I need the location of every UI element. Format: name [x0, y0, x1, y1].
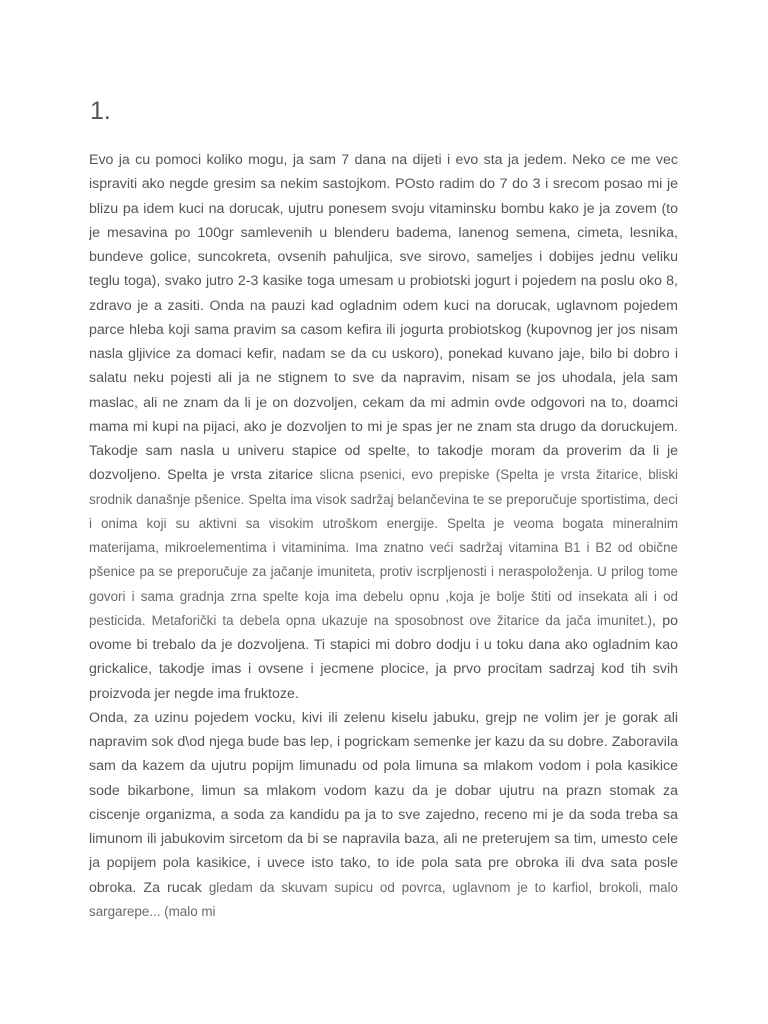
paragraph-1-quote: slicna psenici, evo prepiske (Spelta je vrsta žitarice, bliski srodnik današnje pšenice. Spelta ima visok sadržaj belančevina te se preporučuje sportistima, deci i onima koji su aktivni sa visokim utroškom energije. Spelta je veoma bogata mineralnim materijama, mikroelementima i vitaminima. Ima znatno veći sadržaj vitamina B1 i B2 od obične pšenice pa se preporučuje za jačanje imuniteta, protiv iscrpljenosti i neraspoloženja. U prilog tome govori i sama gradnja zrna spelte koja ima debelu opnu ,koja je bolje štiti od insekata ali i od pesticida. Metaforički ta debela opna ukazuje na sposobnost ove žitarice da jača imunitet.) — [89, 467, 678, 628]
document-body — [89, 148, 678, 1018]
page-heading: 1. — [90, 97, 111, 125]
paragraph-1-text-a: Evo ja cu pomoci koliko mogu, ja sam 7 dana na dijeti i evo sta ja jedem. Neko ce me vec ispraviti ako negde gresim sa nekim sastojkom. POsto radim do 7 do 3 i srecom posao mi je blizu pa idem kuci na dorucak, ujutru ponesem svoju vitaminsku bombu kako je ja zovem (to je mesavina po 100gr samlevenih u blenderu badema, lanenog semena, cimeta, lesnika, bundeve golice, suncokreta, ovsenih pahuljica, sve sirovo, sameljes i dobijes jednu veliku teglu toga), svako jutro 2-3 kasike toga umesam u probiotski jogurt i pojedem na poslu oko 8, zdravo je a zasiti. Onda na pauzi kad ogladnim odem kuci na dorucak, uglavnom pojedem parce hleba koji sama pravim sa casom kefira ili jogurta probiotskog (kupovnog jer jos nisam nasla gljivice za domaci kefir, nadam se da cu uskoro), ponekad kuvano jaje, bilo bi dobro i salatu neku pojesti ali ja ne stignem to sve da napravim, nisam se jos uhodala, jela sam maslac, ali ne znam da li je on dozvoljen, cekam da mi admin ovde odgovori na to, doamci mama mi kupi na pijaci, ako je dozvoljen to mi je spas jer ne znam sta drugo da doruckujem. Takodje sam nasla u univeru stapice od spelte, to takodje moram da proverim da li je dozvoljeno. Spelta je vrsta zitarice — [89, 152, 678, 484]
paragraph-2-text-a: Onda, za uzinu pojedem vocku, kivi ili zelenu kiselu jabuku, grejp ne volim jer je gorak ali napravim sok d\od njega bude bas lep, i pogrickam semenke jer kazu da su dobre. Zaboravila sam da kazem da ujutru popijm limunadu od pola limuna sa mlakom vodom i pola kasikice sode bikarbone, limun sa mlakom vodom kazu da je dobar ujutru na prazn stomak za ciscenje organizma, a soda za kandidu pa ja to sve zajedno, receno mi je da soda treba sa limunom ili jabukovim sircetom da bi se napravila baza, ali ne preterujem sa tim, umesto cele ja popijem pola kasikice, i uvece isto tako, to ide pola sata pre obroka ili dva sata posle obroka. Za rucak — [89, 709, 678, 896]
paragraph-2-text-b: gledam da skuvam supicu od povrca, uglavnom je to karfiol, brokoli, malo sargarepe... (malo mi — [89, 879, 678, 919]
paragraph-2 — [89, 706, 678, 924]
paragraph-1 — [89, 148, 678, 706]
paragraph-1-text-b: , po ovome bi trebalo da je dozvoljena. Ti stapici mi dobro dodju i u toku dana ako ogladnim kao grickalice, takodje imas i ovsene i jecmene plocice, ja prvo procitam sadrzaj kod tih svih proizvoda jer negde ima fruktoze. — [89, 612, 678, 702]
